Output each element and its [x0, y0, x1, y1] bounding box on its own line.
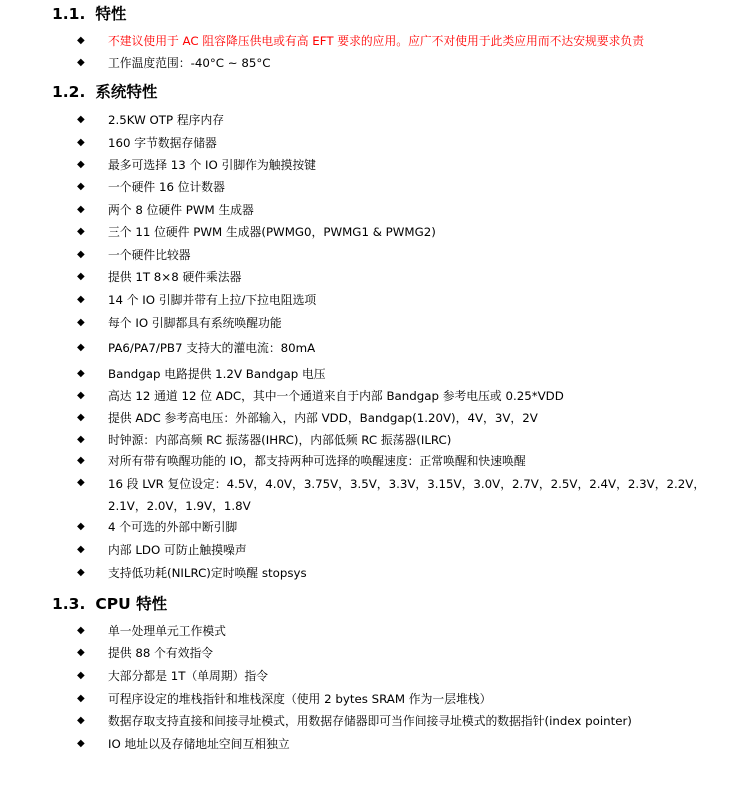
list-item [0, 245, 742, 265]
diamond-bullet-icon: ◆ [77, 317, 85, 328]
list-item-text: 一个硬件 16 位计数器 [108, 180, 225, 194]
list-item [0, 177, 742, 197]
list-item [0, 31, 742, 51]
diamond-bullet-icon: ◆ [77, 715, 85, 726]
diamond-bullet-icon: ◆ [77, 455, 85, 466]
diamond-bullet-icon: ◆ [77, 159, 85, 170]
section-number: 1.1. [52, 5, 86, 23]
section-title: CPU 特性 [95, 595, 168, 613]
list-item [0, 155, 742, 175]
list-item-text: 内部 LDO 可防止触摸噪声 [108, 543, 247, 557]
list-item-text: 提供 88 个有效指令 [108, 646, 214, 660]
list-item [0, 430, 742, 450]
list-item [0, 734, 742, 754]
diamond-bullet-icon: ◆ [77, 204, 85, 215]
list-item-text: 一个硬件比较器 [108, 248, 191, 262]
list-item-text: 提供 ADC 参考高电压：外部输入，内部 VDD，Bandgap(1.20V)，4V，3V，2V [108, 411, 538, 425]
list-item [0, 408, 742, 428]
list-item-text: 16 段 LVR 复位设定：4.5V，4.0V，3.75V，3.5V，3.3V，3.15V，3.0V，2.7V，2.5V，2.4V，2.3V，2.2V，2.1V，2.0V，1.9V，1.8V [108, 477, 706, 513]
list-item [0, 386, 742, 406]
section-heading-1-3 [52, 594, 167, 614]
section-number: 1.3. [52, 595, 86, 613]
diamond-bullet-icon: ◆ [77, 342, 85, 353]
list-item-text: PA6/PA7/PB7 支持大的灌电流：80mA [108, 341, 316, 355]
list-item-text: 两个 8 位硬件 PWM 生成器 [108, 203, 254, 217]
list-item-text: 可程序设定的堆栈指针和堆栈深度（使用 2 bytes SRAM 作为一层堆栈） [108, 692, 492, 706]
list-item-text: 提供 1T 8×8 硬件乘法器 [108, 270, 242, 284]
list-item [0, 200, 742, 220]
diamond-bullet-icon: ◆ [77, 35, 85, 46]
warning-text: 不建议使用于 AC 阻容降压供电或有高 EFT 要求的应用。应广不对使用于此类应用而不达安规要求负责 [108, 34, 645, 48]
diamond-bullet-icon: ◆ [77, 567, 85, 578]
list-item [0, 643, 742, 663]
list-item-text: 14 个 IO 引脚并带有上拉/下拉电阻选项 [108, 293, 317, 307]
list-item-text: 对所有带有唤醒功能的 IO，都支持两种可选择的唤醒速度：正常唤醒和快速唤醒 [108, 454, 526, 468]
diamond-bullet-icon: ◆ [77, 647, 85, 658]
list-item-text: IO 地址以及存储地址空间互相独立 [108, 737, 290, 751]
diamond-bullet-icon: ◆ [77, 544, 85, 555]
section-title: 系统特性 [95, 83, 158, 101]
diamond-bullet-icon: ◆ [77, 114, 85, 125]
list-item-text: 大部分都是 1T（单周期）指令 [108, 669, 269, 683]
diamond-bullet-icon: ◆ [77, 181, 85, 192]
list-item-text: 单一处理单元工作模式 [108, 624, 226, 638]
diamond-bullet-icon: ◆ [77, 271, 85, 282]
list-item-text: Bandgap 电路提供 1.2V Bandgap 电压 [108, 367, 326, 381]
list-item-text: 数据存取支持直接和间接寻址模式，用数据存储器即可当作间接寻址模式的数据指针(index pointer) [108, 714, 632, 728]
list-item [0, 133, 742, 153]
list-item-text: 时钟源：内部高频 RC 振荡器(IHRC)，内部低频 RC 振荡器(ILRC) [108, 433, 452, 447]
diamond-bullet-icon: ◆ [77, 412, 85, 423]
list-item [0, 364, 742, 384]
diamond-bullet-icon: ◆ [77, 294, 85, 305]
diamond-bullet-icon: ◆ [77, 670, 85, 681]
list-item [0, 711, 742, 731]
list-item-text: 工作温度范围：-40°C ~ 85°C [108, 56, 271, 70]
list-item-text: 支持低功耗(NILRC)定时唤醒 stopsys [108, 566, 307, 580]
diamond-bullet-icon: ◆ [77, 521, 85, 532]
diamond-bullet-icon: ◆ [77, 693, 85, 704]
list-item-text: 三个 11 位硬件 PWM 生成器(PWMG0，PWMG1 & PWMG2) [108, 225, 436, 239]
section-heading-1-1 [52, 4, 126, 24]
section-heading-1-2 [52, 82, 157, 102]
list-item-text: 最多可选择 13 个 IO 引脚作为触摸按键 [108, 158, 316, 172]
list-item [0, 313, 742, 333]
list-item [0, 290, 742, 310]
list-item-text: 2.5KW OTP 程序内存 [108, 113, 225, 127]
diamond-bullet-icon: ◆ [77, 625, 85, 636]
list-item-text: 高达 12 通道 12 位 ADC，其中一个通道来自于内部 Bandgap 参考电压或 0.25*VDD [108, 389, 564, 403]
list-item-text: 每个 IO 引脚都具有系统唤醒功能 [108, 316, 282, 330]
list-item-text: 4 个可选的外部中断引脚 [108, 520, 238, 534]
list-item [0, 621, 742, 641]
diamond-bullet-icon: ◆ [77, 57, 85, 68]
diamond-bullet-icon: ◆ [77, 477, 85, 488]
list-item [0, 110, 742, 130]
list-item [0, 689, 742, 709]
list-item [0, 451, 742, 471]
list-item [0, 540, 742, 560]
list-item [0, 222, 742, 242]
list-item-text: 160 字节数据存储器 [108, 136, 217, 150]
list-item [0, 517, 742, 537]
list-item [0, 267, 742, 287]
list-item [0, 563, 742, 583]
list-item [0, 53, 742, 73]
diamond-bullet-icon: ◆ [77, 390, 85, 401]
list-item [0, 666, 742, 686]
diamond-bullet-icon: ◆ [77, 226, 85, 237]
diamond-bullet-icon: ◆ [77, 137, 85, 148]
section-title: 特性 [95, 5, 127, 23]
list-item [0, 338, 742, 358]
diamond-bullet-icon: ◆ [77, 368, 85, 379]
diamond-bullet-icon: ◆ [77, 434, 85, 445]
section-number: 1.2. [52, 83, 86, 101]
diamond-bullet-icon: ◆ [77, 738, 85, 749]
diamond-bullet-icon: ◆ [77, 249, 85, 260]
list-item [0, 473, 742, 517]
